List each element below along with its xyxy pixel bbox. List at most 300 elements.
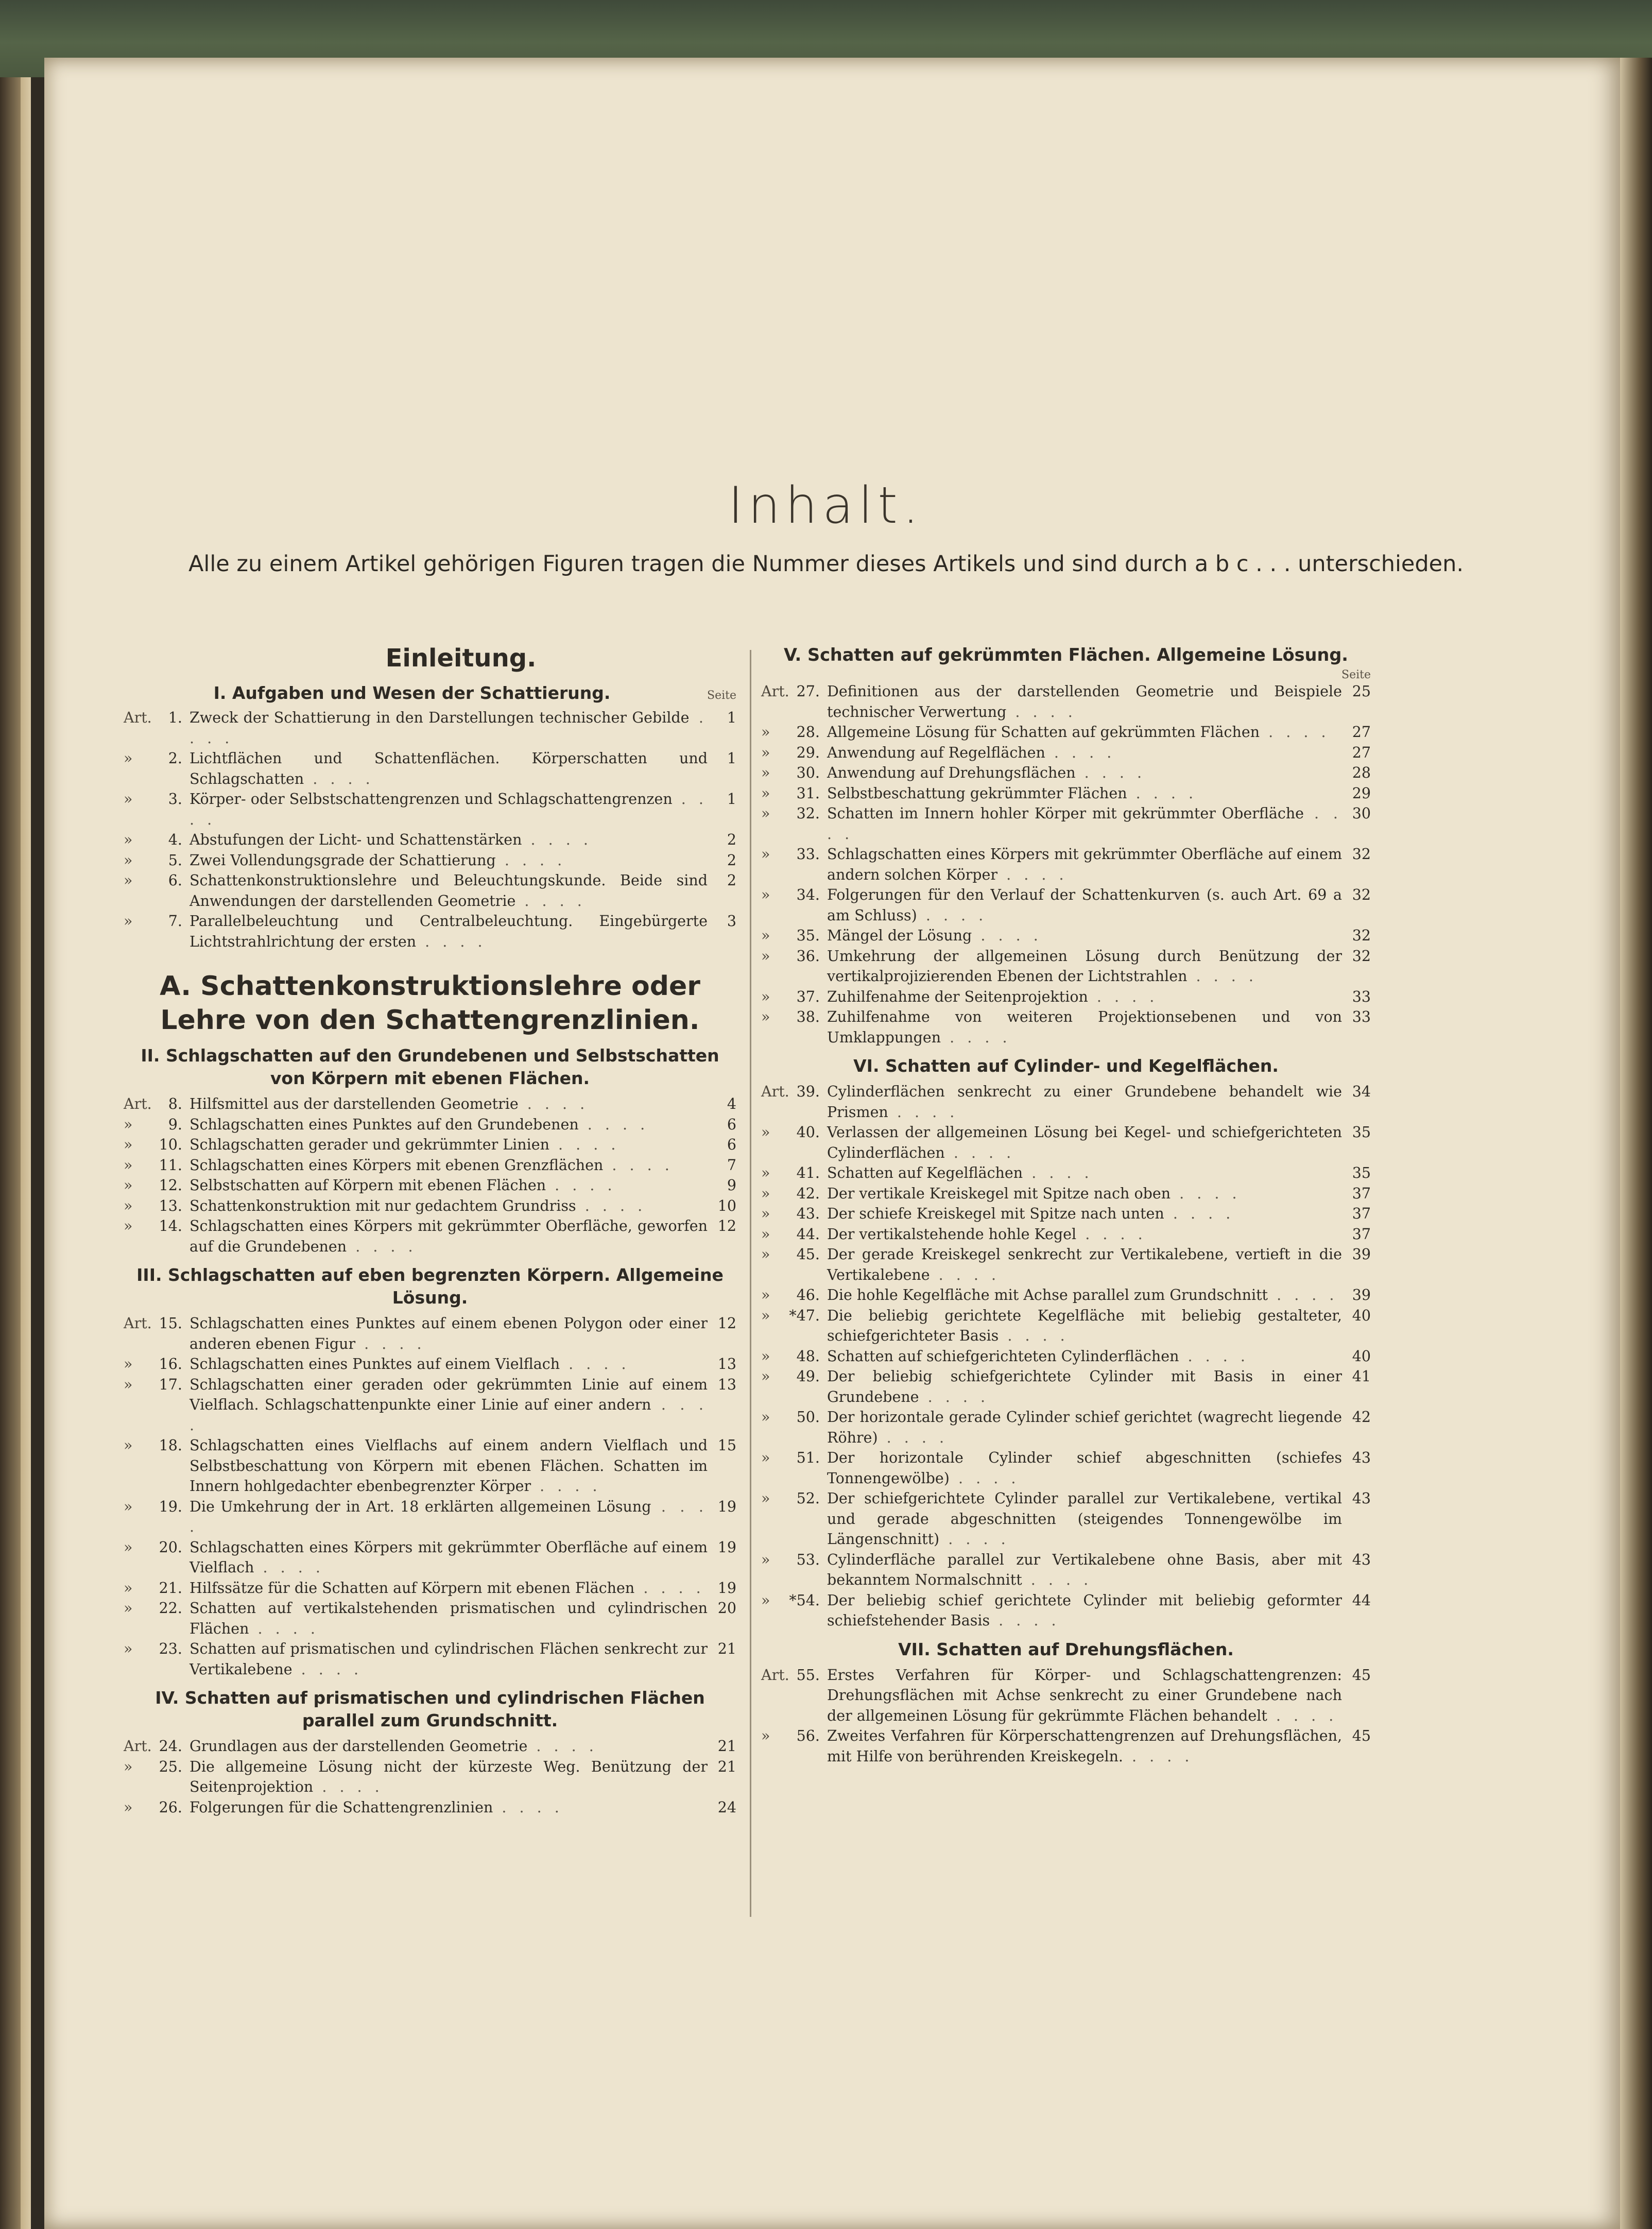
toc-entry-number: 32. (796, 805, 820, 822)
toc-right-column (761, 644, 1371, 1767)
toc-entry-title: Der vertikale Kreiskegel mit Spitze nach oben . . . . (827, 1185, 1241, 1202)
toc-entry-number: 31. (796, 784, 820, 802)
toc-entry-art: » (761, 1225, 770, 1243)
toc-entry-page: 3 (727, 913, 736, 930)
toc-entry-number: 13. (159, 1197, 182, 1214)
toc-entry (124, 748, 736, 789)
toc-entry-page: 21 (717, 1738, 736, 1755)
toc-entry-art: » (124, 1356, 133, 1373)
toc-entry-art: » (761, 1551, 770, 1568)
page-subtitle: Alle zu einem Artikel gehörigen Figuren tragen die Nummer dieses Artikels und sind durch a b c . . . unterschieden. (188, 551, 1464, 577)
toc-entry-number: 1. (168, 709, 182, 726)
toc-entry-number: 17. (159, 1376, 182, 1393)
toc-entry-art: » (124, 1498, 133, 1515)
toc-entry-number: 55. (796, 1666, 820, 1684)
toc-entry-title: Cylinderflächen senkrecht zu einer Grundebene behandelt wie Prismen . . . . (827, 1083, 1342, 1121)
toc-entry-title: Lichtflächen und Schattenflächen. Körperschatten und Schlagschatten . . . . (190, 750, 708, 787)
toc-entry (124, 1114, 736, 1135)
toc-entry-title: Schatten auf prismatischen und cylindrischen Flächen senkrecht zur Vertikalebene . . . . (190, 1640, 708, 1678)
toc-entry-page: 19 (717, 1538, 736, 1556)
column-divider (750, 650, 751, 1917)
toc-entry-page: 32 (1352, 846, 1371, 863)
toc-entry-page: 45 (1352, 1727, 1371, 1744)
toc-entry-title: Cylinderfläche parallel zur Vertikalebene ohne Basis, aber mit bekanntem Normalschnitt . . . . (827, 1551, 1342, 1588)
toc-entry-art: » (761, 1124, 770, 1141)
toc-entry-number: 27. (796, 683, 820, 700)
toc-entry-number: 52. (796, 1490, 820, 1507)
toc-entry (124, 1196, 736, 1216)
toc-entry-art: » (124, 1197, 133, 1214)
seite-label: Seite (707, 689, 736, 702)
toc-entry-number: 10. (159, 1136, 182, 1153)
toc-entry-title: Hilfssätze für die Schatten auf Körpern mit ebenen Flächen . . . . (190, 1579, 705, 1597)
toc-entry-page: 35 (1352, 1124, 1371, 1141)
toc-entry-art: Art. (124, 709, 152, 726)
toc-entry-number: 14. (159, 1218, 182, 1234)
leader-dots: . . . . (603, 1156, 674, 1174)
toc-entry-number: *54. (789, 1591, 820, 1609)
toc-entry (124, 1216, 736, 1257)
toc-entry (761, 681, 1371, 722)
toc-entry-title: Der vertikalstehende hohle Kegel . . . . (827, 1225, 1147, 1243)
toc-entry-art: » (761, 1307, 770, 1324)
toc-entry-title: Selbstschatten auf Körpern mit ebenen Flächen . . . . (190, 1177, 616, 1194)
toc-entry-number: *47. (789, 1307, 820, 1324)
toc-entry-page: 13 (717, 1356, 736, 1373)
toc-entry-art: Art. (124, 1738, 152, 1755)
toc-entry-art: Art. (761, 1083, 789, 1100)
toc-entry-page: 21 (717, 1758, 736, 1775)
toc-entry (761, 1007, 1371, 1048)
toc-entry (761, 1163, 1371, 1184)
toc-entry-title: Die hohle Kegelfläche mit Achse parallel zum Grundschnitt . . . . (827, 1287, 1338, 1304)
toc-entry-page: 33 (1352, 988, 1371, 1005)
toc-entry-page: 1 (727, 791, 736, 808)
leader-dots: . . . . (249, 1620, 319, 1637)
toc-entry-page: 43 (1352, 1449, 1371, 1466)
toc-entry-number: 36. (796, 947, 820, 965)
toc-entry-title: Schlagschatten gerader und gekrümmter Linien . . . . (190, 1136, 620, 1153)
toc-entry-art: » (761, 1008, 770, 1025)
toc-entry-title: Anwendung auf Drehungsflächen . . . . (827, 764, 1146, 781)
toc-entry (761, 743, 1371, 763)
toc-entry-number: 53. (796, 1551, 820, 1568)
toc-entry-art: » (761, 1449, 770, 1466)
toc-list (124, 1736, 736, 1818)
part-a-heading: A. Schattenkonstruktionslehre oder Lehre von den Schattengrenzlinien. (160, 971, 700, 1036)
toc-entry-page: 27 (1352, 744, 1371, 761)
toc-entry-number: 44. (796, 1225, 820, 1243)
toc-entry-number: 33. (796, 846, 820, 863)
toc-entry (124, 1598, 736, 1639)
page-right-edge (1620, 58, 1652, 2229)
toc-entry-page: 32 (1352, 886, 1371, 903)
toc-entry-title: Abstufungen der Licht- und Schattenstärken . . . . (190, 831, 592, 848)
toc-entry-number: 40. (796, 1124, 820, 1141)
toc-entry-number: 51. (796, 1449, 820, 1466)
leader-dots: . . . . (1260, 724, 1330, 741)
toc-entry-title: Schatten auf Kegelflächen . . . . (827, 1164, 1093, 1181)
toc-entry-art: » (124, 1538, 133, 1556)
toc-entry-number: 25. (159, 1758, 182, 1775)
toc-entry-title: Der horizontale gerade Cylinder schief gerichtet (wagrecht liegende Röhre) . . . . (827, 1409, 1342, 1446)
toc-entry-number: 20. (159, 1538, 182, 1556)
toc-entry-page: 34 (1352, 1083, 1371, 1100)
toc-entry-number: 24. (159, 1738, 182, 1755)
toc-left-column (124, 644, 736, 1818)
toc-entry-page: 6 (727, 1116, 736, 1133)
toc-entry (761, 1224, 1371, 1245)
toc-entry-page: 39 (1352, 1287, 1371, 1304)
toc-entry-art: » (761, 784, 770, 802)
toc-entry-page: 40 (1352, 1307, 1371, 1324)
toc-entry-title: Zuhilfenahme von weiteren Projektionsebenen und von Umklappungen . . . . (827, 1008, 1342, 1046)
toc-entry-art: » (124, 1156, 133, 1174)
toc-entry (124, 1354, 736, 1375)
toc-entry (761, 1488, 1371, 1550)
toc-entry-number: 11. (159, 1156, 182, 1174)
toc-entry-title: Der horizontale Cylinder schief abgeschnitten (schiefes Tonnengewölbe) . . . . (827, 1449, 1342, 1487)
leader-dots: . . . . (578, 1116, 649, 1133)
toc-entry (124, 911, 736, 952)
toc-entry-title: Die Umkehrung der in Art. 18 erklärten allgemeinen Lösung . . . . (190, 1498, 708, 1535)
toc-entry-number: 8. (168, 1095, 182, 1112)
leader-dots: . . . . (1006, 703, 1077, 721)
toc-entry (124, 1435, 736, 1497)
toc-entry-art: » (761, 744, 770, 761)
leader-dots: . . . . (634, 1579, 705, 1597)
toc-entry (761, 763, 1371, 783)
toc-entry-page: 24 (717, 1798, 736, 1816)
toc-entry-art: Art. (761, 683, 789, 700)
toc-entry (124, 870, 736, 911)
toc-entry-art: » (761, 805, 770, 822)
toc-entry-page: 10 (717, 1197, 736, 1214)
toc-entry-number: 18. (159, 1437, 182, 1454)
toc-entry (124, 830, 736, 850)
leader-dots: . . . . (1171, 1185, 1241, 1202)
toc-entry-title: Der schiefe Kreiskegel mit Spitze nach unten . . . . (827, 1205, 1235, 1222)
leader-dots: . . . . (997, 866, 1068, 883)
toc-entry-art: » (124, 1579, 133, 1597)
toc-entry-page: 25 (1352, 683, 1371, 700)
toc-entry-art: » (124, 851, 133, 869)
toc-entry-title: Erstes Verfahren für Körper- und Schlagschattengrenzen: Drehungsflächen mit Achse senkrecht zu einer Grundebene nach der allgemeinen Lösung für gekrümmte Flächen behandelt . . . . (827, 1666, 1342, 1724)
toc-entry-art: » (761, 724, 770, 741)
toc-entry-page: 37 (1352, 1205, 1371, 1222)
toc-entry (124, 1094, 736, 1114)
section-heading: VII. Schatten auf Drehungsflächen. (898, 1639, 1234, 1659)
page-title: Inhalt. (728, 476, 924, 535)
toc-entry (124, 1155, 736, 1176)
leader-dots: . . . . (827, 805, 1342, 843)
toc-entry-art: » (124, 750, 133, 767)
leader-dots: . . . . (972, 927, 1042, 944)
toc-entry-title: Zweites Verfahren für Körperschattengrenzen auf Drehungsflächen, mit Hilfe von berührenden Kreiskegeln. . . . . (827, 1727, 1342, 1765)
toc-entry-art: » (124, 1758, 133, 1775)
toc-entry-art: » (124, 1600, 133, 1617)
toc-entry-art: » (124, 791, 133, 808)
toc-entry-page: 45 (1352, 1666, 1371, 1684)
toc-entry-number: 21. (159, 1579, 182, 1597)
toc-entry-art: Art. (761, 1666, 789, 1684)
toc-entry (124, 789, 736, 830)
toc-entry-page: 6 (727, 1136, 736, 1153)
leader-dots: . . . . (495, 851, 566, 869)
toc-entry-art: » (124, 1376, 133, 1393)
toc-entry-title: Grundlagen aus der darstellenden Geometrie . . . . (190, 1738, 598, 1755)
toc-entry-page: 27 (1352, 724, 1371, 741)
leader-dots: . . . . (1179, 1347, 1249, 1365)
toc-entry-number: 4. (168, 831, 182, 848)
toc-entry-number: 43. (796, 1205, 820, 1222)
toc-entry-title: Allgemeine Lösung für Schatten auf gekrümmten Flächen . . . . (827, 724, 1330, 741)
leader-dots: . . . . (190, 791, 708, 828)
toc-entry-title: Schattenkonstruktionslehre und Beleuchtungskunde. Beide sind Anwendungen der darstellenden Geometrie . . . . (190, 872, 708, 910)
toc-entry-art: » (761, 846, 770, 863)
toc-entry-title: Schlagschatten eines Körpers mit ebenen Grenzflächen . . . . (190, 1156, 674, 1174)
leader-dots: . . . . (416, 933, 487, 950)
toc-entry (761, 1366, 1371, 1407)
toc-entry-page: 43 (1352, 1551, 1371, 1568)
section-heading: VI. Schatten auf Cylinder- und Kegelflächen. (853, 1056, 1279, 1076)
leader-dots: . . . . (941, 1028, 1011, 1046)
toc-entry-number: 28. (796, 724, 820, 741)
leader-dots: . . . . (347, 1238, 417, 1255)
toc-entry-title: Schlagschatten eines Vielflachs auf einem andern Vielflach und Selbstbeschattung von Körpern mit ebenen Flächen. Schatten im Innern hohlgedachter ebenbegrenzter Körper . . . . (190, 1437, 708, 1495)
toc-entry-page: 1 (727, 709, 736, 726)
toc-entry-number: 56. (796, 1727, 820, 1744)
leader-dots: . . . . (1127, 784, 1198, 802)
toc-entry-title: Der schiefgerichtete Cylinder parallel zur Vertikalebene, vertikal und gerade abgeschnitten (steigendes Tonnengewölbe im Längenschnitt) . . . . (827, 1490, 1342, 1548)
toc-entry (124, 1135, 736, 1155)
toc-entry-art: » (124, 1218, 133, 1234)
leader-dots: . . . . (576, 1197, 647, 1214)
toc-entry-title: Parallelbeleuchtung und Centralbeleuchtung. Eingebürgerte Lichtstrahlrichtung der ersten . . . . (190, 913, 708, 950)
toc-entry (124, 1757, 736, 1797)
leader-dots: . . . . (493, 1798, 563, 1816)
toc-entry (761, 1726, 1371, 1767)
toc-entry-title: Zweck der Schattierung in den Darstellungen technischer Gebilde . . . . (190, 709, 708, 747)
toc-list (761, 1665, 1371, 1767)
toc-entry-page: 2 (727, 872, 736, 889)
leader-dots: . . . . (888, 1103, 959, 1121)
toc-entry-art: » (761, 1164, 770, 1181)
leader-dots: . . . . (560, 1356, 630, 1373)
toc-entry (761, 987, 1371, 1007)
leader-dots: . . . . (527, 1738, 598, 1755)
toc-entry-number: 46. (796, 1287, 820, 1304)
toc-entry-page: 39 (1352, 1246, 1371, 1263)
toc-entry-page: 32 (1352, 927, 1371, 944)
toc-entry-number: 3. (168, 791, 182, 808)
toc-entry (761, 783, 1371, 804)
leader-dots: . . . . (313, 1778, 384, 1795)
toc-entry-number: 42. (796, 1185, 820, 1202)
section-heading: V. Schatten auf gekrümmten Flächen. Allgemeine Lösung. (783, 645, 1349, 665)
toc-entry-title: Schlagschatten eines Punktes auf einem Vielflach . . . . (190, 1356, 630, 1373)
toc-entry (124, 1639, 736, 1679)
toc-entry (761, 885, 1371, 925)
toc-entry-title: Der gerade Kreiskegel senkrecht zur Vertikalebene, vertieft in die Vertikalebene . . . . (827, 1246, 1342, 1283)
toc-entry-number: 12. (159, 1177, 182, 1194)
toc-entry-art: » (124, 1116, 133, 1133)
toc-entry (761, 1184, 1371, 1204)
toc-entry-page: 30 (1352, 805, 1371, 822)
toc-entry-art: » (124, 913, 133, 930)
toc-list (761, 681, 1371, 1048)
toc-entry-title: Der beliebig schief gerichtete Cylinder mit beliebig geformter schiefstehender Basis . . . . (827, 1591, 1342, 1629)
toc-entry-title: Schlagschatten eines Körpers mit gekrümmter Oberfläche auf einem Vielflach . . . . (190, 1538, 708, 1576)
toc-entry (124, 708, 736, 748)
toc-entry (761, 946, 1371, 987)
leader-dots: . . . . (1022, 1571, 1093, 1588)
section-heading: III. Schlagschatten auf eben begrenzten Körpern. Allgemeine Lösung. (136, 1265, 724, 1308)
leader-dots: . . . . (190, 1498, 708, 1535)
toc-entry-number: 9. (168, 1116, 182, 1133)
toc-entry-title: Definitionen aus der darstellenden Geometrie und Beispiele technischer Verwertung . . . . (827, 683, 1342, 721)
leader-dots: . . . . (518, 1095, 589, 1112)
leader-dots: . . . . (292, 1660, 363, 1678)
toc-list (124, 1313, 736, 1679)
seite-label: Seite (1341, 668, 1371, 681)
toc-entry (124, 1736, 736, 1757)
toc-entry-page: 13 (717, 1376, 736, 1393)
toc-entry-art: » (761, 1287, 770, 1304)
toc-entry-number: 15. (159, 1315, 182, 1332)
toc-entry-art: » (761, 1409, 770, 1426)
leader-dots: . . . . (522, 831, 592, 848)
toc-entry (761, 1346, 1371, 1367)
toc-entry-number: 45. (796, 1246, 820, 1263)
toc-entry-art: » (761, 1347, 770, 1365)
leader-dots: . . . . (254, 1559, 324, 1576)
toc-entry-art: » (761, 1490, 770, 1507)
toc-entry (761, 1306, 1371, 1346)
toc-entry-number: 34. (796, 886, 820, 903)
toc-entry-title: Hilfsmittel aus der darstellenden Geometrie . . . . (190, 1095, 589, 1112)
leader-dots: . . . . (515, 892, 586, 910)
toc-entry (761, 1082, 1371, 1122)
leader-dots: . . . . (999, 1327, 1069, 1344)
leader-dots: . . . . (949, 1469, 1020, 1487)
toc-list (124, 1094, 736, 1257)
toc-entry-page: 32 (1352, 947, 1371, 965)
toc-entry-page: 37 (1352, 1225, 1371, 1243)
toc-entry-title: Körper- oder Selbstschattengrenzen und Schlagschattengrenzen . . . . (190, 791, 708, 828)
toc-entry-page: 9 (727, 1177, 736, 1194)
leader-dots: . . . . (944, 1144, 1016, 1161)
toc-entry-page: 19 (717, 1579, 736, 1597)
toc-entry-title: Die allgemeine Lösung nicht der kürzeste Weg. Benützung der Seitenprojektion . . . . (190, 1758, 708, 1795)
toc-entry-title: Schlagschatten eines Körpers mit gekrümmter Oberfläche auf einem andern solchen Körper . . . . (827, 846, 1342, 883)
leader-dots: . . . . (1187, 968, 1258, 985)
toc-list (761, 1082, 1371, 1631)
leader-dots: . . . . (1123, 1747, 1194, 1765)
toc-entry (761, 1590, 1371, 1631)
leader-dots: . . . . (355, 1335, 426, 1352)
section-heading: II. Schlagschatten auf den Grundebenen und Selbstschatten von Körpern mit ebenen Flächen. (141, 1045, 719, 1088)
toc-entry (761, 1407, 1371, 1448)
leader-dots: . . . . (939, 1531, 1010, 1548)
toc-entry-number: 35. (796, 927, 820, 944)
toc-entry (124, 1375, 736, 1436)
toc-entry (124, 1175, 736, 1196)
toc-entry-title: Zuhilfenahme der Seitenprojektion . . . . (827, 988, 1159, 1005)
toc-entry-page: 15 (717, 1437, 736, 1454)
leader-dots: . . . . (546, 1177, 616, 1194)
toc-entry-page: 37 (1352, 1185, 1371, 1202)
toc-entry-art: Art. (124, 1315, 152, 1332)
leader-dots: . . . . (990, 1612, 1060, 1629)
leader-dots: . . . . (1267, 1707, 1338, 1724)
toc-entry-page: 41 (1352, 1368, 1371, 1385)
toc-entry-page: 12 (717, 1315, 736, 1332)
toc-entry-title: Mängel der Lösung . . . . (827, 927, 1042, 944)
leader-dots: . . . . (917, 906, 988, 924)
toc-entry-art: » (124, 1437, 133, 1454)
toc-entry (761, 1550, 1371, 1590)
toc-entry-title: Verlassen der allgemeinen Lösung bei Kegel- und schiefgerichteten Cylinderflächen . . . . (827, 1124, 1342, 1161)
toc-entry-number: 19. (159, 1498, 182, 1515)
toc-entry-title: Schlagschatten einer geraden oder gekrümmten Linie auf einem Vielflach. Schlagschattenpunkte einer Linie auf einer andern . . . . (190, 1376, 708, 1434)
toc-entry-art: » (761, 927, 770, 944)
toc-entry-art: » (761, 1727, 770, 1744)
toc-entry (761, 1665, 1371, 1726)
section-1-header (124, 682, 736, 705)
toc-entry-number: 29. (796, 744, 820, 761)
toc-entry-title: Die beliebig gerichtete Kegelfläche mit beliebig gestalteter, schiefgerichteter Basis . . . . (827, 1307, 1342, 1344)
toc-entry-title: Anwendung auf Regelflächen . . . . (827, 744, 1116, 761)
section-heading: IV. Schatten auf prismatischen und cylindrischen Flächen parallel zum Grundschnitt. (155, 1688, 705, 1730)
toc-entry-page: 7 (727, 1156, 736, 1174)
toc-entry-page: 21 (717, 1640, 736, 1657)
toc-entry-art: » (761, 764, 770, 781)
toc-list (124, 708, 736, 952)
toc-entry-number: 48. (796, 1347, 820, 1365)
toc-entry-page: 28 (1352, 764, 1371, 781)
toc-entry-page: 4 (727, 1095, 736, 1112)
toc-entry-title: Schlagschatten eines Punktes auf einem ebenen Polygon oder einer anderen ebenen Figur . . . . (190, 1315, 708, 1352)
toc-entry-number: 26. (159, 1798, 182, 1816)
toc-entry-title: Folgerungen für den Verlauf der Schattenkurven (s. auch Art. 69 a am Schluss) . . . . (827, 886, 1342, 924)
toc-entry (761, 844, 1371, 885)
toc-entry (761, 722, 1371, 743)
toc-entry-page: 35 (1352, 1164, 1371, 1181)
toc-entry-title: Selbstbeschattung gekrümmter Flächen . . . . (827, 784, 1198, 802)
toc-entry-page: 19 (717, 1498, 736, 1515)
page-gutter (0, 77, 21, 2229)
leader-dots: . . . . (1268, 1287, 1338, 1304)
toc-entry (124, 1578, 736, 1599)
toc-entry-number: 22. (159, 1600, 182, 1617)
toc-entry (124, 1537, 736, 1578)
toc-entry (124, 1497, 736, 1537)
toc-entry-title: Umkehrung der allgemeinen Lösung durch Benützung der vertikalprojizierenden Ebenen der Lichtstrahlen . . . . (827, 947, 1342, 985)
toc-entry (761, 925, 1371, 946)
toc-entry-art: » (124, 831, 133, 848)
toc-entry-number: 30. (796, 764, 820, 781)
toc-entry-art: » (761, 1368, 770, 1385)
toc-entry (124, 1313, 736, 1354)
leader-dots: . . . . (1088, 988, 1159, 1005)
toc-entry-title: Schatten im Innern hohler Körper mit gekrümmter Oberfläche . . . . (827, 805, 1342, 843)
toc-entry (761, 1122, 1371, 1163)
leader-dots: . . . . (1045, 744, 1116, 761)
leader-dots: . . . . (877, 1429, 949, 1446)
heading-einleitung: Einleitung. (385, 644, 537, 673)
toc-entry-art: » (761, 988, 770, 1005)
